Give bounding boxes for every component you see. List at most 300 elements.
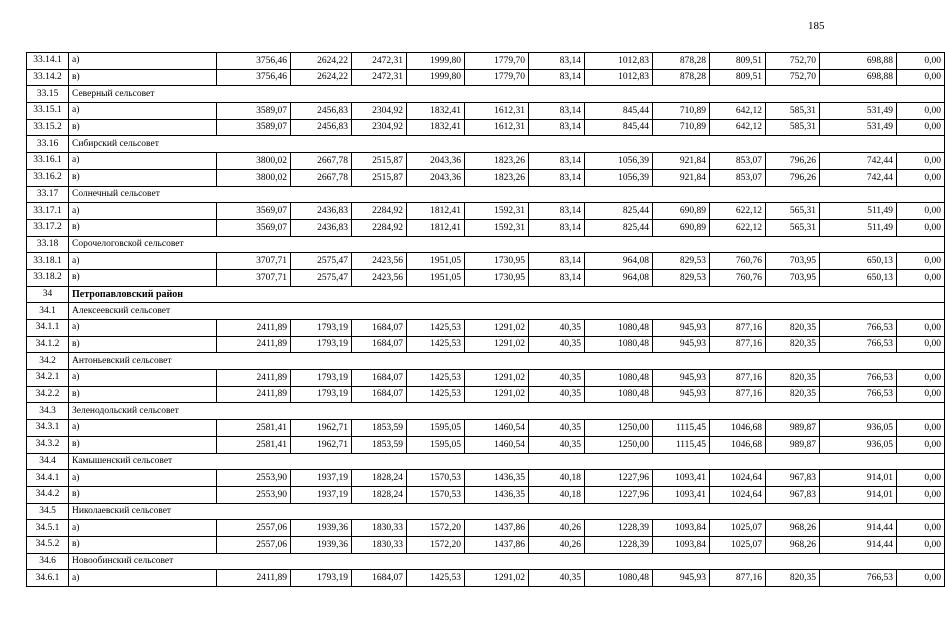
value-cell: 698,88 [820,53,897,70]
value-cell: 921,84 [653,169,710,186]
value-cell: 2423,56 [352,253,407,270]
value-cell: 1684,07 [352,320,407,337]
value-cell: 2456,83 [291,119,352,136]
value-cell: 1291,02 [465,386,529,403]
value-cell: 760,76 [710,253,766,270]
value-cell: 1951,05 [407,269,465,286]
value-cell: 585,31 [766,103,820,120]
value-cell: 1828,24 [352,470,407,487]
value-cell: 853,07 [710,153,766,170]
value-cell: 1024,64 [710,470,766,487]
row-code: 33.18 [27,236,69,253]
value-cell: 1093,84 [653,520,710,537]
value-cell: 1291,02 [465,570,529,587]
value-cell: 2436,83 [291,203,352,220]
section-title: Алексеевский сельсовет [69,303,945,320]
value-cell: 853,07 [710,169,766,186]
value-cell: 2043,36 [407,153,465,170]
value-cell: 2304,92 [352,119,407,136]
value-cell: 1595,05 [407,436,465,453]
value-cell: 703,95 [766,253,820,270]
value-cell: 1024,64 [710,486,766,503]
value-cell: 825,44 [585,219,653,236]
value-cell: 40,26 [529,520,585,537]
value-cell: 877,16 [710,386,766,403]
value-cell: 1291,02 [465,320,529,337]
value-cell: 1080,48 [585,320,653,337]
district-title: Петропавловский район [69,286,945,303]
table-row [27,470,945,487]
value-cell: 2043,36 [407,169,465,186]
row-sub-label: а) [69,420,217,437]
value-cell: 40,35 [529,436,585,453]
value-cell: 968,26 [766,520,820,537]
value-cell: 83,14 [529,53,585,70]
value-cell: 921,84 [653,153,710,170]
value-cell: 40,35 [529,370,585,387]
value-cell: 742,44 [820,169,897,186]
value-cell: 0,00 [897,536,945,553]
value-cell: 829,53 [653,253,710,270]
value-cell: 796,26 [766,169,820,186]
value-cell: 1830,33 [352,520,407,537]
row-code: 33.14.1 [27,53,69,70]
row-code: 33.18.1 [27,253,69,270]
table-row [27,420,945,437]
row-code: 33.16.2 [27,169,69,186]
value-cell: 1080,48 [585,336,653,353]
value-cell: 878,28 [653,69,710,86]
value-cell: 83,14 [529,269,585,286]
table-row [27,320,945,337]
value-cell: 1227,96 [585,486,653,503]
value-cell: 2624,22 [291,69,352,86]
section-title: Антоньевский сельсовет [69,353,945,370]
value-cell: 2423,56 [352,269,407,286]
value-cell: 0,00 [897,103,945,120]
value-cell: 967,83 [766,470,820,487]
value-cell: 0,00 [897,269,945,286]
value-cell: 40,35 [529,570,585,587]
row-code: 34.1 [27,303,69,320]
value-cell: 0,00 [897,169,945,186]
value-cell: 83,14 [529,153,585,170]
value-cell: 3707,71 [217,269,291,286]
value-cell: 1592,31 [465,219,529,236]
value-cell: 1056,39 [585,169,653,186]
value-cell: 710,89 [653,103,710,120]
value-cell: 585,31 [766,119,820,136]
value-cell: 0,00 [897,320,945,337]
value-cell: 809,51 [710,53,766,70]
value-cell: 565,31 [766,219,820,236]
value-cell: 1612,31 [465,103,529,120]
value-cell: 820,35 [766,336,820,353]
section-title: Сибирский сельсовет [69,136,945,153]
value-cell: 1080,48 [585,386,653,403]
tariff-table [26,52,945,587]
value-cell: 1228,39 [585,520,653,537]
value-cell: 650,13 [820,253,897,270]
table-body [27,53,945,587]
value-cell: 914,44 [820,520,897,537]
value-cell: 1056,39 [585,153,653,170]
value-cell: 968,26 [766,536,820,553]
row-code: 33.17.2 [27,219,69,236]
section-row [27,236,945,253]
value-cell: 40,26 [529,536,585,553]
value-cell: 0,00 [897,153,945,170]
value-cell: 83,14 [529,203,585,220]
row-sub-label: в) [69,269,217,286]
section-row [27,503,945,520]
value-cell: 531,49 [820,103,897,120]
table-row [27,53,945,70]
value-cell: 2624,22 [291,53,352,70]
value-cell: 622,12 [710,219,766,236]
value-cell: 2284,92 [352,219,407,236]
value-cell: 1025,07 [710,520,766,537]
value-cell: 83,14 [529,103,585,120]
value-cell: 945,93 [653,386,710,403]
value-cell: 83,14 [529,219,585,236]
row-code: 33.16 [27,136,69,153]
value-cell: 565,31 [766,203,820,220]
row-sub-label: а) [69,103,217,120]
row-code: 33.17.1 [27,203,69,220]
value-cell: 2411,89 [217,336,291,353]
value-cell: 1093,84 [653,536,710,553]
value-cell: 1436,35 [465,470,529,487]
row-code: 34.2 [27,353,69,370]
value-cell: 2304,92 [352,103,407,120]
value-cell: 1025,07 [710,536,766,553]
row-code: 33.15.2 [27,119,69,136]
section-row [27,303,945,320]
table-row [27,570,945,587]
value-cell: 2436,83 [291,219,352,236]
value-cell: 1436,35 [465,486,529,503]
section-row [27,553,945,570]
value-cell: 1830,33 [352,536,407,553]
table-row [27,370,945,387]
value-cell: 914,01 [820,470,897,487]
section-title: Новообинский сельсовет [69,553,945,570]
value-cell: 1999,80 [407,53,465,70]
value-cell: 650,13 [820,269,897,286]
value-cell: 1779,70 [465,69,529,86]
row-sub-label: в) [69,169,217,186]
table-row [27,520,945,537]
row-code: 34.2.1 [27,370,69,387]
value-cell: 967,83 [766,486,820,503]
value-cell: 1793,19 [291,570,352,587]
value-cell: 964,08 [585,253,653,270]
table-row [27,103,945,120]
section-title: Северный сельсовет [69,86,945,103]
row-code: 34.5 [27,503,69,520]
row-code: 34.5.2 [27,536,69,553]
value-cell: 40,18 [529,486,585,503]
value-cell: 0,00 [897,119,945,136]
value-cell: 83,14 [529,169,585,186]
row-code: 33.15.1 [27,103,69,120]
value-cell: 2575,47 [291,253,352,270]
row-sub-label: в) [69,486,217,503]
value-cell: 820,35 [766,570,820,587]
row-code: 33.16.1 [27,153,69,170]
value-cell: 1951,05 [407,253,465,270]
section-row [27,86,945,103]
value-cell: 622,12 [710,203,766,220]
value-cell: 2472,31 [352,53,407,70]
value-cell: 1080,48 [585,370,653,387]
value-cell: 2553,90 [217,470,291,487]
value-cell: 945,93 [653,336,710,353]
value-cell: 2411,89 [217,320,291,337]
value-cell: 2284,92 [352,203,407,220]
row-sub-label: в) [69,536,217,553]
row-code: 34.3.2 [27,436,69,453]
value-cell: 642,12 [710,119,766,136]
value-cell: 1570,53 [407,486,465,503]
section-title: Солнечный сельсовет [69,186,945,203]
row-code: 34.5.1 [27,520,69,537]
section-row [27,353,945,370]
value-cell: 1115,45 [653,436,710,453]
row-code: 34.4.1 [27,470,69,487]
value-cell: 1853,59 [352,436,407,453]
row-code: 34.3.1 [27,420,69,437]
value-cell: 829,53 [653,269,710,286]
value-cell: 742,44 [820,153,897,170]
row-code: 34.4 [27,453,69,470]
row-sub-label: а) [69,253,217,270]
row-code: 34.6 [27,553,69,570]
value-cell: 2456,83 [291,103,352,120]
row-code: 34.4.2 [27,486,69,503]
row-sub-label: в) [69,219,217,236]
value-cell: 1093,41 [653,470,710,487]
value-cell: 2557,06 [217,520,291,537]
value-cell: 1793,19 [291,320,352,337]
value-cell: 945,93 [653,320,710,337]
value-cell: 0,00 [897,69,945,86]
value-cell: 766,53 [820,320,897,337]
value-cell: 825,44 [585,203,653,220]
table-row [27,436,945,453]
value-cell: 1572,20 [407,520,465,537]
page-number: 185 [808,20,825,32]
value-cell: 2411,89 [217,386,291,403]
value-cell: 845,44 [585,103,653,120]
value-cell: 1832,41 [407,119,465,136]
value-cell: 1962,71 [291,436,352,453]
section-row [27,186,945,203]
value-cell: 0,00 [897,436,945,453]
row-sub-label: а) [69,153,217,170]
row-sub-label: в) [69,69,217,86]
value-cell: 1425,53 [407,336,465,353]
value-cell: 2515,87 [352,153,407,170]
value-cell: 1812,41 [407,203,465,220]
value-cell: 1227,96 [585,470,653,487]
value-cell: 1115,45 [653,420,710,437]
value-cell: 40,35 [529,386,585,403]
value-cell: 0,00 [897,53,945,70]
value-cell: 2472,31 [352,69,407,86]
section-title: Николаевский сельсовет [69,503,945,520]
table-row [27,486,945,503]
value-cell: 1570,53 [407,470,465,487]
section-row [27,136,945,153]
row-sub-label: а) [69,470,217,487]
value-cell: 1080,48 [585,570,653,587]
row-sub-label: а) [69,53,217,70]
value-cell: 820,35 [766,320,820,337]
value-cell: 0,00 [897,520,945,537]
value-cell: 945,93 [653,570,710,587]
value-cell: 766,53 [820,370,897,387]
value-cell: 1939,36 [291,520,352,537]
value-cell: 1012,83 [585,69,653,86]
value-cell: 989,87 [766,420,820,437]
value-cell: 40,35 [529,420,585,437]
value-cell: 2581,41 [217,436,291,453]
value-cell: 0,00 [897,470,945,487]
value-cell: 1250,00 [585,420,653,437]
value-cell: 914,44 [820,536,897,553]
value-cell: 964,08 [585,269,653,286]
value-cell: 1823,26 [465,169,529,186]
value-cell: 3800,02 [217,169,291,186]
value-cell: 2557,06 [217,536,291,553]
value-cell: 1460,54 [465,436,529,453]
value-cell: 703,95 [766,269,820,286]
value-cell: 1962,71 [291,420,352,437]
value-cell: 40,35 [529,336,585,353]
value-cell: 2411,89 [217,570,291,587]
value-cell: 766,53 [820,570,897,587]
value-cell: 1793,19 [291,386,352,403]
value-cell: 0,00 [897,386,945,403]
row-sub-label: а) [69,570,217,587]
value-cell: 1828,24 [352,486,407,503]
value-cell: 0,00 [897,253,945,270]
value-cell: 1437,86 [465,536,529,553]
value-cell: 1939,36 [291,536,352,553]
value-cell: 796,26 [766,153,820,170]
value-cell: 989,87 [766,436,820,453]
section-row [27,453,945,470]
section-row [27,403,945,420]
value-cell: 878,28 [653,53,710,70]
value-cell: 877,16 [710,570,766,587]
value-cell: 2411,89 [217,370,291,387]
row-sub-label: а) [69,320,217,337]
value-cell: 40,18 [529,470,585,487]
table-row [27,203,945,220]
value-cell: 3589,07 [217,119,291,136]
value-cell: 0,00 [897,336,945,353]
row-sub-label: а) [69,520,217,537]
row-code: 34.6.1 [27,570,69,587]
value-cell: 1793,19 [291,336,352,353]
value-cell: 1999,80 [407,69,465,86]
value-cell: 877,16 [710,336,766,353]
value-cell: 0,00 [897,203,945,220]
value-cell: 642,12 [710,103,766,120]
value-cell: 1730,95 [465,269,529,286]
row-sub-label: в) [69,386,217,403]
value-cell: 1684,07 [352,370,407,387]
row-code: 33.17 [27,186,69,203]
value-cell: 511,49 [820,219,897,236]
value-cell: 0,00 [897,370,945,387]
value-cell: 1823,26 [465,153,529,170]
value-cell: 945,93 [653,370,710,387]
value-cell: 690,89 [653,203,710,220]
value-cell: 531,49 [820,119,897,136]
row-sub-label: а) [69,370,217,387]
value-cell: 1250,00 [585,436,653,453]
value-cell: 914,01 [820,486,897,503]
value-cell: 1937,19 [291,486,352,503]
value-cell: 1228,39 [585,536,653,553]
table-row [27,386,945,403]
value-cell: 3707,71 [217,253,291,270]
value-cell: 1291,02 [465,370,529,387]
value-cell: 1572,20 [407,536,465,553]
value-cell: 1937,19 [291,470,352,487]
value-cell: 40,35 [529,320,585,337]
table-row [27,253,945,270]
value-cell: 1612,31 [465,119,529,136]
value-cell: 511,49 [820,203,897,220]
value-cell: 1046,68 [710,420,766,437]
table-row [27,169,945,186]
value-cell: 83,14 [529,69,585,86]
value-cell: 3569,07 [217,219,291,236]
value-cell: 2515,87 [352,169,407,186]
row-code: 34.3 [27,403,69,420]
value-cell: 710,89 [653,119,710,136]
row-sub-label: в) [69,119,217,136]
value-cell: 1425,53 [407,386,465,403]
value-cell: 1730,95 [465,253,529,270]
value-cell: 1812,41 [407,219,465,236]
value-cell: 83,14 [529,119,585,136]
value-cell: 1592,31 [465,203,529,220]
value-cell: 936,05 [820,420,897,437]
value-cell: 0,00 [897,219,945,236]
value-cell: 1684,07 [352,336,407,353]
value-cell: 1595,05 [407,420,465,437]
district-row [27,286,945,303]
section-title: Сорочелоговской сельсовет [69,236,945,253]
value-cell: 1853,59 [352,420,407,437]
table-row [27,219,945,236]
row-code: 33.14.2 [27,69,69,86]
value-cell: 1793,19 [291,370,352,387]
table-row [27,269,945,286]
value-cell: 2553,90 [217,486,291,503]
value-cell: 1291,02 [465,336,529,353]
value-cell: 936,05 [820,436,897,453]
value-cell: 1437,86 [465,520,529,537]
row-sub-label: а) [69,203,217,220]
value-cell: 1425,53 [407,320,465,337]
